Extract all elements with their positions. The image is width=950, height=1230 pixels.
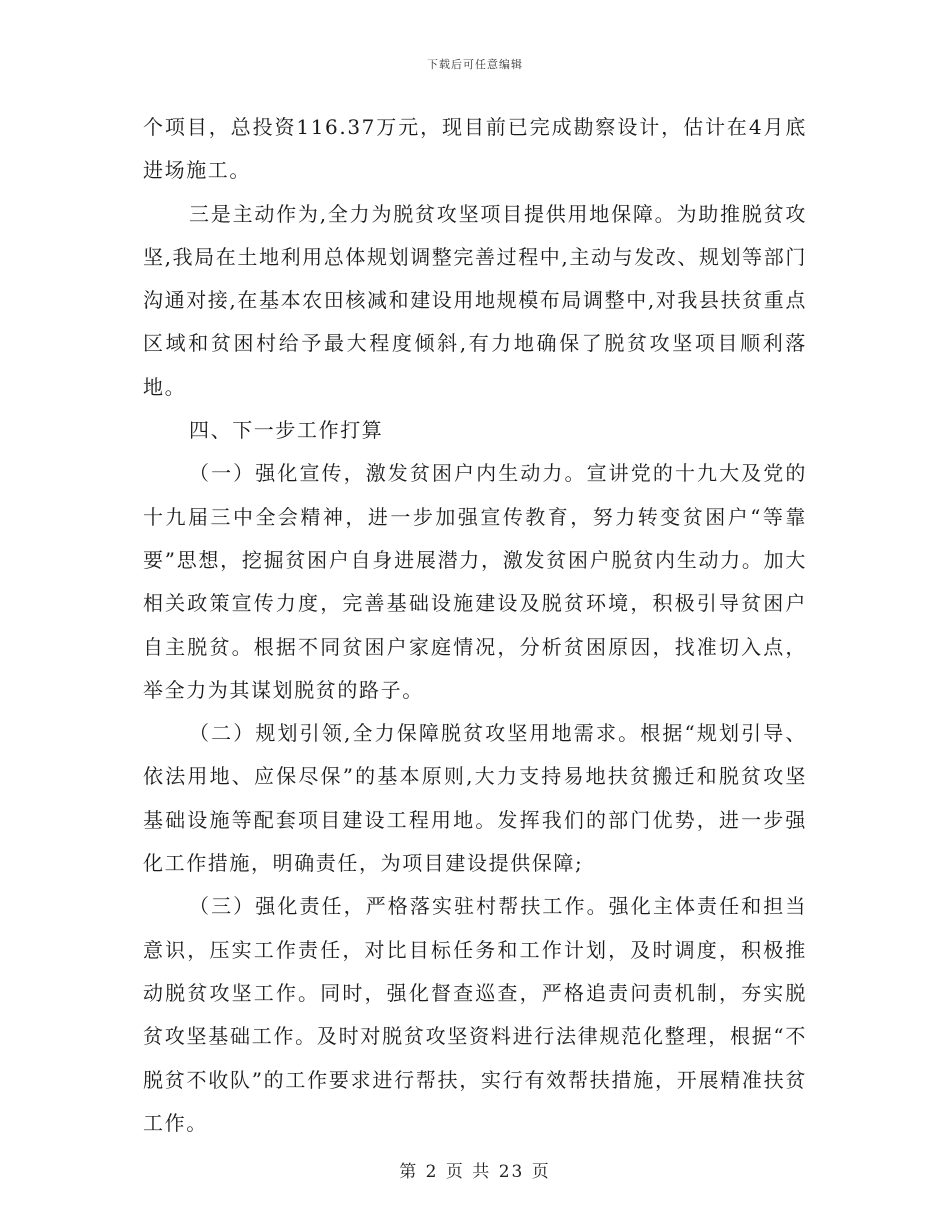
paragraph-project-investment: 个项目，总投资116.37万元，现目前已完成勘察设计，估计在4月底进场施工。	[143, 115, 807, 183]
paragraph-responsibility: （三）强化责任，严格落实驻村帮扶工作。强化主体责任和担当意识，压实工作责任，对比目标任务和工作计划，及时调度，积极推动脱贫攻坚工作。同时，强化督查巡查，严格追责问责机制，夯实脱贫攻坚基础工作。及时对脱贫攻坚资料进行法律规范化整理，根据“不脱贫不收队”的工作要求进行帮扶，实行有效帮扶措施，开展精准扶贫工作。	[143, 894, 807, 1135]
paragraph-planning-guidance: （二）规划引领,全力保障脱贫攻坚用地需求。根据“规划引导、依法用地、应保尽保”的基本原则,大力支持易地扶贫搬迁和脱贫攻坚基础设施等配套项目建设工程用地。发挥我们的部门优势，进一步强化工作措施，明确责任，为项目建设提供保障;	[143, 721, 807, 876]
document-body	[143, 106, 807, 1145]
paragraph-publicity: （一）强化宣传，激发贫困户内生动力。宣讲党的十九大及党的十九届三中全会精神，进一步加强宣传教育，努力转变贫困户“等靠要”思想，挖掘贫困户自身进展潜力，激发贫困户脱贫内生动力。加大相关政策宣传力度，完善基础设施建设及脱贫环境，积极引导贫困户自主脱贫。根据不同贫困户家庭情况，分析贫困原因，找准切入点，举全力为其谋划脱贫的路子。	[143, 461, 807, 702]
page-header: 下载后可任意编辑	[427, 58, 523, 71]
section-heading-next-steps: 四、下一步工作打算	[189, 418, 384, 443]
paragraph-land-guarantee: 三是主动作为,全力为脱贫攻坚项目提供用地保障。为助推脱贫攻坚,我局在土地利用总体规划调整完善过程中,主动与发改、规划等部门沟通对接,在基本农田核减和建设用地规模布局调整中,对我县扶贫重点区域和贫困村给予最大程度倾斜,有力地确保了脱贫攻坚项目顺利落地。	[143, 201, 807, 399]
page-footer: 第 2 页 共 23 页	[399, 1162, 551, 1182]
